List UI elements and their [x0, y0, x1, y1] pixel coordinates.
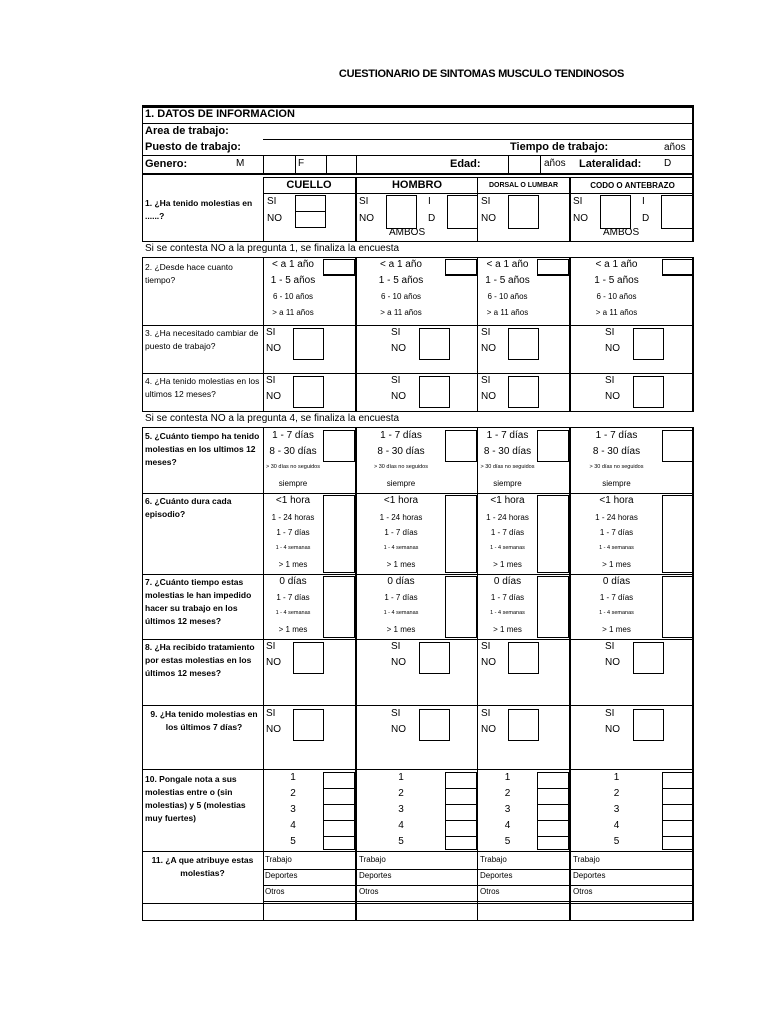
q10-label: 10. Pongale nota a sus molestias entre o (sin molestias) y 5 (molestias muy fuertes) [145, 774, 246, 823]
q6-dorsal-opt-4: > 1 mes [493, 560, 522, 569]
q2-dorsal-box[interactable] [537, 259, 569, 275]
q5-hombro-opt-0: 1 - 7 días [380, 430, 422, 441]
q10-codo-opt-0: 1 [613, 772, 620, 783]
q7-cuello-opt-2: 1 - 4 semanas [275, 610, 311, 616]
q10-sep [323, 788, 355, 789]
q4-codo-no: NO [605, 391, 620, 402]
q9-hombro-no: NO [391, 724, 406, 735]
form-title: CUESTIONARIO DE SINTOMAS MUSCULO TENDINOSOS [338, 68, 625, 80]
q6-cuello-opt-4: > 1 mes [278, 560, 308, 569]
genero-m: M [236, 158, 245, 169]
q1-dorsal-box[interactable] [508, 195, 539, 229]
q5-hombro-opt-1: 8 - 30 días [377, 446, 425, 457]
q2-cuello-opt-0: < a 1 año [272, 259, 314, 270]
q3-hombro-no: NO [391, 343, 406, 354]
q10-hombro-opt-2: 3 [398, 804, 404, 815]
q5-codo-box[interactable] [662, 430, 694, 462]
q1-codo-id-box[interactable] [661, 195, 694, 229]
q10-sep [662, 836, 694, 837]
q11-dorsal-0: Trabajo [480, 855, 507, 864]
q10-codo-box[interactable] [662, 772, 694, 850]
q7-label: 7. ¿Cuánto tiempo estas molestias le han impedido hacer su trabajo en los últimos 12 meses? [145, 577, 252, 626]
q8-codo-no: NO [605, 657, 620, 668]
q3-label: 3. ¿Ha necesitado cambiar de puesto de trabajo? [145, 328, 259, 351]
q10-sep [537, 804, 569, 805]
q2-sep [537, 275, 569, 276]
area-label: Area de trabajo: [145, 125, 229, 137]
q5-cuello-opt-1: 8 - 30 días [269, 446, 317, 457]
q3-cuello-si: SI [266, 327, 276, 338]
q1-hombro-box[interactable] [386, 195, 417, 229]
q10-codo-opt-1: 2 [613, 788, 620, 799]
note-1: Si se contesta NO a la pregunta 1, se finaliza la encuesta [145, 243, 400, 254]
q7-hombro-box[interactable] [445, 576, 477, 638]
genero-label: Genero: [145, 158, 188, 170]
q5-dorsal-opt-3: siempre [493, 479, 522, 488]
q11-dorsal-1: Deportes [480, 871, 513, 880]
q7-codo-opt-3: > 1 mes [602, 625, 631, 634]
q2-hombro-opt-3: > a 11 años [380, 308, 422, 317]
q5-hombro-box[interactable] [445, 430, 477, 462]
q6-hombro-opt-3: 1 - 4 semanas [383, 545, 419, 551]
q9-cuello-box[interactable] [293, 709, 324, 741]
q10-cuello-opt-1: 2 [290, 788, 296, 799]
q6-cuello-opt-1: 1 - 24 horas [271, 513, 315, 522]
q11-label: 11. ¿A que atribuye estas molestias? [151, 855, 254, 878]
q5-dorsal-box[interactable] [537, 430, 569, 462]
q10-sep [662, 788, 694, 789]
q3-cuello-box[interactable] [293, 328, 324, 360]
q10-sep [323, 836, 355, 837]
q10-dorsal-opt-3: 4 [504, 820, 511, 831]
q2-sep [323, 275, 355, 276]
q5-cuello-opt-0: 1 - 7 días [272, 430, 314, 441]
q4-dorsal-no: NO [481, 391, 496, 402]
q8-cuello-no: NO [266, 657, 281, 668]
q10-sep [537, 820, 569, 821]
q4-cuello-no: NO [266, 391, 281, 402]
q2-dorsal-opt-1: 1 - 5 años [485, 275, 530, 286]
q5-hombro-opt-2: > 30 días no seguidos [374, 464, 428, 470]
q6-codo-opt-0: <1 hora [599, 495, 634, 506]
q10-sep [445, 804, 477, 805]
q5-dorsal-opt-1: 8 - 30 días [483, 446, 532, 457]
q10-dorsal-box[interactable] [537, 772, 569, 850]
q2-hombro-opt-0: < a 1 año [380, 259, 422, 270]
q10-codo-opt-3: 4 [613, 820, 620, 831]
edad-label: Edad: [450, 158, 481, 170]
q6-cuello-opt-2: 1 - 7 días [276, 528, 310, 537]
q7-codo-opt-0: 0 días [602, 576, 631, 587]
q2-dorsal-opt-2: 6 - 10 años [487, 292, 528, 301]
q7-hombro-opt-3: > 1 mes [386, 625, 416, 634]
q9-dorsal-no: NO [481, 724, 496, 735]
q11-codo-1: Deportes [573, 871, 606, 880]
q7-codo-box[interactable] [662, 576, 694, 638]
lateralidad-label: Lateralidad: [579, 158, 642, 170]
q11-row-line[interactable] [263, 885, 694, 886]
q7-codo-opt-1: 1 - 7 días [599, 593, 634, 602]
q10-cuello-opt-0: 1 [290, 772, 296, 783]
q1-cuello-si-box[interactable] [295, 195, 326, 212]
q2-cuello-opt-1: 1 - 5 años [270, 275, 316, 286]
q9-label: 9. ¿Ha tenido molestias en los últimos 7 días? [150, 709, 258, 732]
q3-dorsal-no: NO [481, 343, 496, 354]
q3-codo-si: SI [605, 327, 615, 338]
q11-bottom-line [142, 903, 694, 904]
q7-codo-opt-2: 1 - 4 semanas [599, 610, 634, 616]
q10-hombro-opt-3: 4 [398, 820, 404, 831]
q5-codo-opt-0: 1 - 7 días [595, 430, 638, 441]
q6-codo-opt-1: 1 - 24 horas [595, 513, 638, 522]
q2-sep [662, 275, 694, 276]
col-dorsal: DORSAL O LUMBAR [488, 182, 559, 189]
info-header: 1. DATOS DE INFORMACION [145, 108, 295, 120]
tiempo-anos: años [664, 142, 686, 153]
q6-hombro-opt-0: <1 hora [383, 495, 419, 506]
q3-cuello-no: NO [266, 343, 281, 354]
q7-cuello-opt-1: 1 - 7 días [276, 593, 310, 602]
q3-hombro-si: SI [391, 327, 401, 338]
q8-codo-box[interactable] [633, 642, 664, 674]
q10-cuello-box[interactable] [323, 772, 355, 850]
q2-label: 2. ¿Desde hace cuanto tiempo? [145, 262, 233, 285]
q4-codo-si: SI [605, 375, 615, 386]
q10-sep [537, 836, 569, 837]
q8-dorsal-box[interactable] [508, 642, 539, 674]
col-codo: CODO O ANTEBRAZO [590, 181, 675, 190]
q7-cuello-opt-0: 0 días [279, 576, 307, 587]
tiempo-label: Tiempo de trabajo: [510, 141, 609, 153]
col-hombro: HOMBRO [391, 179, 443, 191]
q7-hombro-opt-0: 0 días [387, 576, 415, 587]
q11-cuello-2: Otros [265, 887, 285, 896]
q4-label: 4. ¿Ha tenido molestias en los ultimos 12 meses? [145, 376, 260, 399]
q10-sep [662, 804, 694, 805]
q2-codo-opt-0: < a 1 año [595, 259, 638, 270]
q8-hombro-box[interactable] [419, 642, 450, 674]
q10-dorsal-opt-0: 1 [504, 772, 511, 783]
q4-dorsal-box[interactable] [508, 376, 539, 408]
q2-dorsal-opt-3: > a 11 años [486, 308, 529, 317]
q6-hombro-box[interactable] [445, 495, 477, 573]
q10-codo-opt-2: 3 [613, 804, 620, 815]
q10-hombro-opt-0: 1 [398, 772, 404, 783]
q4-cuello-si: SI [266, 375, 276, 386]
q11-dorsal-2: Otros [480, 887, 500, 896]
q5-cuello-opt-2: > 30 días no seguidos [266, 464, 320, 470]
q3-codo-box[interactable] [633, 328, 664, 360]
q2-hombro-box[interactable] [445, 259, 477, 275]
q3-dorsal-si: SI [481, 327, 491, 338]
q4-hombro-si: SI [391, 375, 401, 386]
q10-dorsal-opt-4: 5 [504, 836, 511, 847]
q11-cuello-0: Trabajo [265, 855, 292, 864]
q6-dorsal-opt-1: 1 - 24 horas [486, 513, 529, 522]
q11-cuello-1: Deportes [265, 871, 298, 880]
q1-hombro-id-box[interactable] [447, 195, 478, 229]
q8-dorsal-no: NO [481, 657, 496, 668]
q6-hombro-opt-4: > 1 mes [386, 560, 416, 569]
q7-cuello-box[interactable] [323, 576, 355, 638]
q11-row-line[interactable] [263, 901, 694, 902]
q10-hombro-opt-4: 5 [398, 836, 404, 847]
q7-dorsal-opt-0: 0 días [493, 576, 522, 587]
q9-hombro-box[interactable] [419, 709, 450, 741]
q10-sep [445, 836, 477, 837]
q7-dorsal-box[interactable] [537, 576, 569, 638]
q5-dorsal-opt-0: 1 - 7 días [486, 430, 529, 441]
q2-codo-opt-3: > a 11 años [595, 308, 638, 317]
q9-codo-box[interactable] [633, 709, 664, 741]
q10-sep [445, 820, 477, 821]
q8-cuello-si: SI [266, 641, 276, 652]
q7-hombro-opt-2: 1 - 4 semanas [383, 610, 419, 616]
q8-cuello-box[interactable] [293, 642, 324, 674]
q3-hombro-box[interactable] [419, 328, 450, 360]
q10-cuello-opt-4: 5 [290, 836, 296, 847]
q2-hombro-opt-2: 6 - 10 años [380, 292, 422, 301]
q5-codo-opt-2: > 30 días no seguidos [589, 464, 644, 470]
q2-dorsal-opt-0: < a 1 año [486, 259, 529, 270]
q6-codo-opt-3: 1 - 4 semanas [599, 545, 634, 551]
q1-codo-box[interactable] [600, 195, 631, 229]
area-field[interactable] [263, 139, 694, 140]
q4-hombro-box[interactable] [419, 376, 450, 408]
q6-codo-opt-4: > 1 mes [602, 560, 631, 569]
q10-sep [323, 804, 355, 805]
q5-codo-opt-3: siempre [602, 479, 631, 488]
q6-hombro-opt-1: 1 - 24 horas [379, 513, 423, 522]
q9-dorsal-box[interactable] [508, 709, 539, 741]
q10-dorsal-opt-2: 3 [504, 804, 511, 815]
q8-dorsal-si: SI [481, 641, 491, 652]
q3-dorsal-box[interactable] [508, 328, 539, 360]
q6-dorsal-opt-2: 1 - 7 días [490, 528, 525, 537]
q1-label: 1. ¿Ha tenido molestias en ......? [145, 198, 253, 221]
q11-hombro-2: Otros [359, 887, 379, 896]
col-cuello: CUELLO [286, 179, 332, 191]
q6-cuello-box[interactable] [323, 495, 355, 573]
q1-cuello-no-box[interactable] [295, 211, 326, 228]
q10-cuello-opt-2: 3 [290, 804, 296, 815]
q10-sep [445, 788, 477, 789]
q6-codo-opt-2: 1 - 7 días [599, 528, 634, 537]
puesto-label: Puesto de trabajo: [145, 141, 241, 153]
q5-codo-opt-1: 8 - 30 días [592, 446, 641, 457]
q8-hombro-no: NO [391, 657, 406, 668]
q2-cuello-opt-3: > a 11 años [272, 308, 314, 317]
q7-dorsal-opt-1: 1 - 7 días [490, 593, 525, 602]
q2-codo-opt-1: 1 - 5 años [594, 275, 639, 286]
q6-cuello-opt-0: <1 hora [275, 495, 311, 506]
edad-anos: años [544, 158, 566, 169]
q7-hombro-opt-1: 1 - 7 días [384, 593, 418, 602]
q9-codo-no: NO [605, 724, 620, 735]
q4-hombro-no: NO [391, 391, 406, 402]
q10-sep [537, 788, 569, 789]
q5-hombro-opt-3: siempre [386, 479, 416, 488]
q2-cuello-box[interactable] [323, 259, 355, 275]
q10-sep [323, 820, 355, 821]
q6-hombro-opt-2: 1 - 7 días [384, 528, 418, 537]
q6-label: 6. ¿Cuánto dura cada episodio? [145, 496, 232, 519]
q6-codo-box[interactable] [662, 495, 694, 573]
q11-codo-2: Otros [573, 887, 593, 896]
q9-dorsal-si: SI [481, 708, 491, 719]
q2-cuello-opt-2: 6 - 10 años [272, 292, 314, 301]
q9-hombro-si: SI [391, 708, 401, 719]
q10-hombro-box[interactable] [445, 772, 477, 850]
lateralidad-d: D [664, 158, 672, 169]
q2-sep [445, 275, 477, 276]
q5-label: 5. ¿Cuánto tiempo ha tenido molestias en los ultimos 12 meses? [145, 431, 260, 467]
q4-dorsal-si: SI [481, 375, 491, 386]
note-2: Si se contesta NO a la pregunta 4, se finaliza la encuesta [145, 413, 400, 424]
q11-hombro-1: Deportes [359, 871, 392, 880]
q2-codo-box[interactable] [662, 259, 694, 275]
q3-codo-no: NO [605, 343, 620, 354]
q7-dorsal-opt-3: > 1 mes [493, 625, 522, 634]
q5-cuello-box[interactable] [323, 430, 355, 462]
q10-dorsal-opt-1: 2 [504, 788, 511, 799]
genero-f: F [298, 158, 305, 169]
q4-cuello-box[interactable] [293, 376, 324, 408]
q6-dorsal-box[interactable] [537, 495, 569, 573]
q10-codo-opt-4: 5 [613, 836, 620, 847]
q8-hombro-si: SI [391, 641, 401, 652]
q10-cuello-opt-3: 4 [290, 820, 296, 831]
q9-cuello-no: NO [266, 724, 281, 735]
q11-codo-0: Trabajo [573, 855, 600, 864]
q4-codo-box[interactable] [633, 376, 664, 408]
q6-dorsal-opt-0: <1 hora [490, 495, 525, 506]
q8-codo-si: SI [605, 641, 615, 652]
q5-dorsal-opt-2: > 30 días no seguidos [480, 464, 535, 470]
q7-cuello-opt-3: > 1 mes [278, 625, 308, 634]
q5-cuello-opt-3: siempre [278, 479, 308, 488]
q2-codo-opt-2: 6 - 10 años [596, 292, 637, 301]
q8-label: 8. ¿Ha recibido tratamiento por estas molestias en los últimos 12 meses? [145, 642, 255, 678]
q6-dorsal-opt-3: 1 - 4 semanas [490, 545, 525, 551]
q7-dorsal-opt-2: 1 - 4 semanas [490, 610, 525, 616]
q10-sep [662, 820, 694, 821]
q11-hombro-0: Trabajo [359, 855, 386, 864]
q9-codo-si: SI [605, 708, 615, 719]
q10-hombro-opt-1: 2 [398, 788, 404, 799]
q11-row-line[interactable] [263, 869, 694, 870]
q2-hombro-opt-1: 1 - 5 años [378, 275, 424, 286]
q9-cuello-si: SI [266, 708, 276, 719]
q6-cuello-opt-3: 1 - 4 semanas [275, 545, 311, 551]
